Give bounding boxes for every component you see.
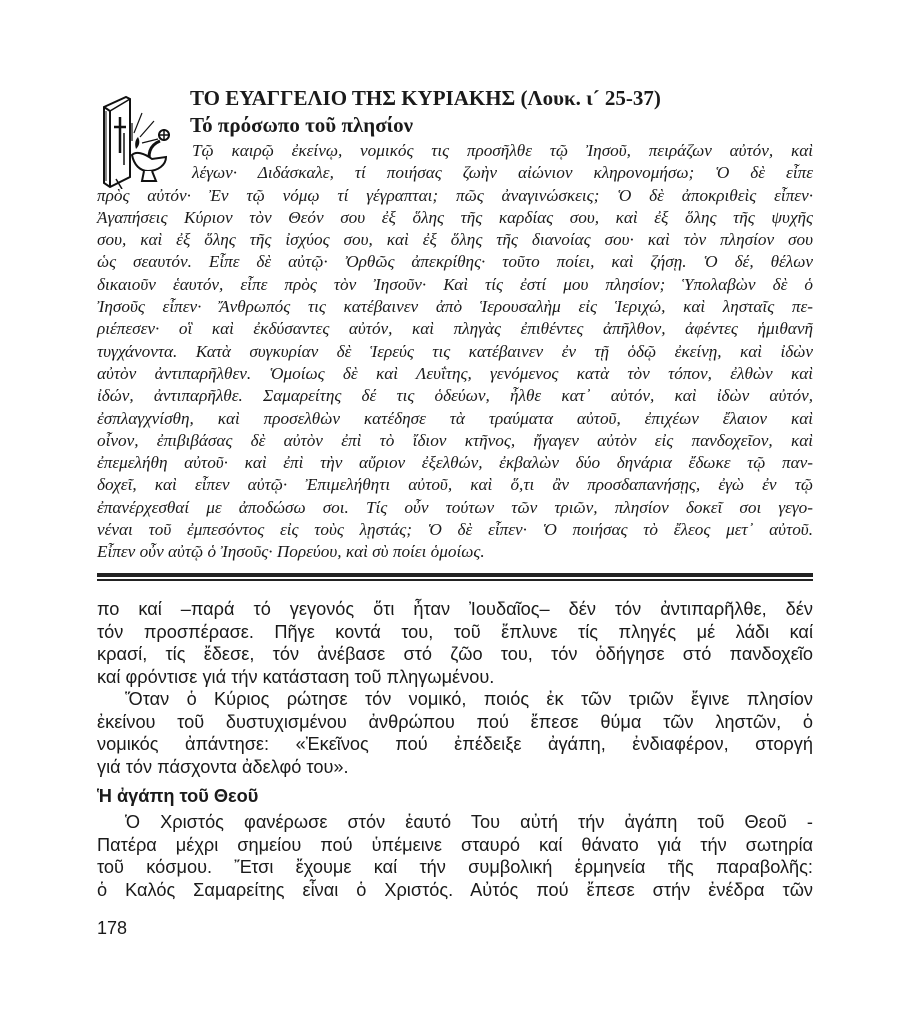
gospel-line: σου, καὶ ἐξ ὅλης τῆς ἰσχύος σου, καὶ ἐξ ὅλης τῆς διανοίας σου· καὶ τὸν πλησίον σου xyxy=(97,230,813,250)
page-title: ΤΟ ΕΥΑΓΓΕΛΙΟ ΤΗΣ ΚΥΡΙΑΚΗΣ (Λουκ. ι´ 25-37) xyxy=(190,86,661,110)
page-number: 178 xyxy=(97,918,128,938)
body-line: τοῦ κόσμου. Ἔτσι ἔχουμε καί τήν συμβολική ἑρμηνεία τῆς παραβολῆς: xyxy=(97,857,813,877)
body-line: Ὁ Χριστός φανέρωσε στόν ἑαυτό Του αὐτή τήν ἀγάπη τοῦ Θεοῦ - xyxy=(125,812,813,832)
gospel-line: αὐτὸν ἀντιπαρῆλθεν. Ὁμοίως δὲ καὶ Λευΐτης, γενόμενος κατὰ τὸν τόπον, ἐλθὼν καὶ xyxy=(97,363,813,383)
gospel-line: λέγων· Διδάσκαλε, τί ποιήσας ζωὴν αἰώνιον κληρονομήσω; Ὁ δὲ εἶπε xyxy=(192,163,813,183)
gospel-line: νέναι τοῦ ἐμπεσόντος εἰς τοὺς λῃστάς; Ὁ δὲ εἶπεν· Ὁ ποιήσας τὸ ἔλεος μετ᾽ αὐτοῦ. xyxy=(97,520,813,540)
gospel-line: ἐπανέρχεσθαί με ἀποδώσω σοι. Τίς οὖν τούτων τῶν τριῶν, πλησίον δοκεῖ σοι γεγο- xyxy=(97,497,813,517)
gospel-line: ὡς σεαυτόν. Εἶπε δὲ αὐτῷ· Ὀρθῶς ἀπεκρίθης· τοῦτο ποίει, καὶ ζήσῃ. Ὁ δέ, θέλων xyxy=(97,252,813,272)
gospel-line: πρὸς αὐτόν· Ἐν τῷ νόμῳ τί γέγραπται; πῶς ἀναγινώσκεις; Ὁ δὲ ἀποκριθεὶς εἶπεν· xyxy=(97,185,813,205)
gospel-line: ἐσπλαγχνίσθη, καὶ προσελθὼν κατέδησε τὰ τραύματα αὐτοῦ, ἐπιχέων ἔλαιον καὶ xyxy=(97,408,813,428)
body-line: κρασί, τίς ἔδεσε, τόν ἀνέβασε στό ζῶο του, τόν ὁδήγησε στό πανδοχεῖο xyxy=(97,644,813,664)
gospel-line: ἐπεμελήθη αὐτοῦ· καὶ ἐπὶ τὴν αὔριον ἐξελθών, ἐκβαλὼν δύο δηνάρια ἔδωκε τῷ παν- xyxy=(97,453,813,473)
gospel-line: οἶνον, ἐπιβιβάσας δὲ αὐτὸν ἐπὶ τὸ ἴδιον κτῆνος, ἤγαγεν αὐτὸν εἰς πανδοχεῖον, καὶ xyxy=(97,430,813,450)
gospel-reading xyxy=(97,140,813,564)
body-line: καί φρόντισε γιά τήν κατάσταση τοῦ πληγωμένου. xyxy=(97,666,495,687)
gospel-line: τυγχάνοντα. Κατὰ συγκυρίαν δὲ Ἱερεύς τις κατέβαινεν ἐν τῇ ὁδῷ ἐκείνῃ, καὶ ἰδὼν xyxy=(97,341,813,361)
body-line: ἐκείνου τοῦ δυστυχισμένου ἀνθρώπου πού ἔπεσε θύμα τῶν ληστῶν, ὁ xyxy=(97,711,813,732)
body-line: Πατέρα μέχρι σημείου πού ὑπέμεινε σταυρό καί θάνατο γιά τήν σωτηρία xyxy=(97,834,813,855)
gospel-line: δοχεῖ, καὶ εἶπεν αὐτῷ· Ἐπιμελήθητι αὐτοῦ, καὶ ὅ,τι ἂν προσδαπανήσῃς, ἐγὼ ἐν τῷ xyxy=(97,475,813,495)
body-line: πο καί –παρά τό γεγονός ὅτι ἦταν Ἰουδαῖος– δέν τόν ἀντιπαρῆλθε, δέν xyxy=(97,599,813,619)
gospel-line: Εἶπεν οὖν αὐτῷ ὁ Ἰησοῦς· Πορεύου, καὶ σὺ ποίει ὁμοίως. xyxy=(97,542,485,562)
body-line: Ὅταν ὁ Κύριος ρώτησε τόν νομικό, ποιός ἐκ τῶν τριῶν ἔγινε πλησίον xyxy=(125,689,813,709)
commentary-text xyxy=(97,598,813,901)
divider-thin xyxy=(97,579,813,581)
body-line: γιά τόν πάσχοντα ἀδελφό του». xyxy=(97,756,349,777)
gospel-line: ριέπεσεν· οἳ καὶ ἐκδύσαντες αὐτόν, καὶ πληγὰς ἐπιθέντες ἀπῆλθον, ἀφέντες ἡμιθανῆ xyxy=(97,319,813,339)
gospel-line: δικαιοῦν ἑαυτόν, εἶπε πρὸς τὸν Ἰησοῦν· Καὶ τίς ἐστί μου πλησίον; Ὑπολαβὼν δὲ ὁ xyxy=(97,274,813,294)
body-line: νομικός ἀπάντησε: «Ἐκεῖνος πού ἐπέδειξε ἀγάπη, ἐνδιαφέρον, στοργή xyxy=(97,734,813,754)
page-subtitle: Τό πρόσωπο τοῦ πλησίον xyxy=(190,113,414,137)
divider-thick xyxy=(97,573,813,577)
gospel-line: Ἀγαπήσεις Κύριον τὸν Θεόν σου ἐξ ὅλης τῆς καρδίας σου, καὶ ἐξ ὅλης τῆς ψυχῆς xyxy=(97,207,813,227)
gospel-line: Τῷ καιρῷ ἐκείνῳ, νομικός τις προσῆλθε τῷ Ἰησοῦ, πειράζων αὐτόν, καὶ xyxy=(192,141,813,160)
section-heading: Ἡ ἀγάπη τοῦ Θεοῦ xyxy=(97,786,259,806)
body-line: ὁ Καλός Σαμαρείτης εἶναι ὁ Χριστός. Αὐτός πού ἔπεσε στήν ἐνέδρα τῶν xyxy=(97,879,813,900)
gospel-line: Ἰησοῦς εἶπεν· Ἄνθρωπός τις κατέβαινεν ἀπὸ Ἱερουσαλὴμ εἰς Ἱεριχώ, καὶ λησταῖς πε- xyxy=(97,297,813,317)
gospel-line: ἰδών, ἀντιπαρῆλθε. Σαμαρείτης δέ τις ὁδεύων, ἦλθε κατ᾽ αὐτόν, καὶ ἰδὼν αὐτόν, xyxy=(97,386,813,406)
body-line: τόν προσπέρασε. Πῆγε κοντά του, τοῦ ἔπλυνε τίς πληγές μέ λάδι καί xyxy=(97,621,813,642)
